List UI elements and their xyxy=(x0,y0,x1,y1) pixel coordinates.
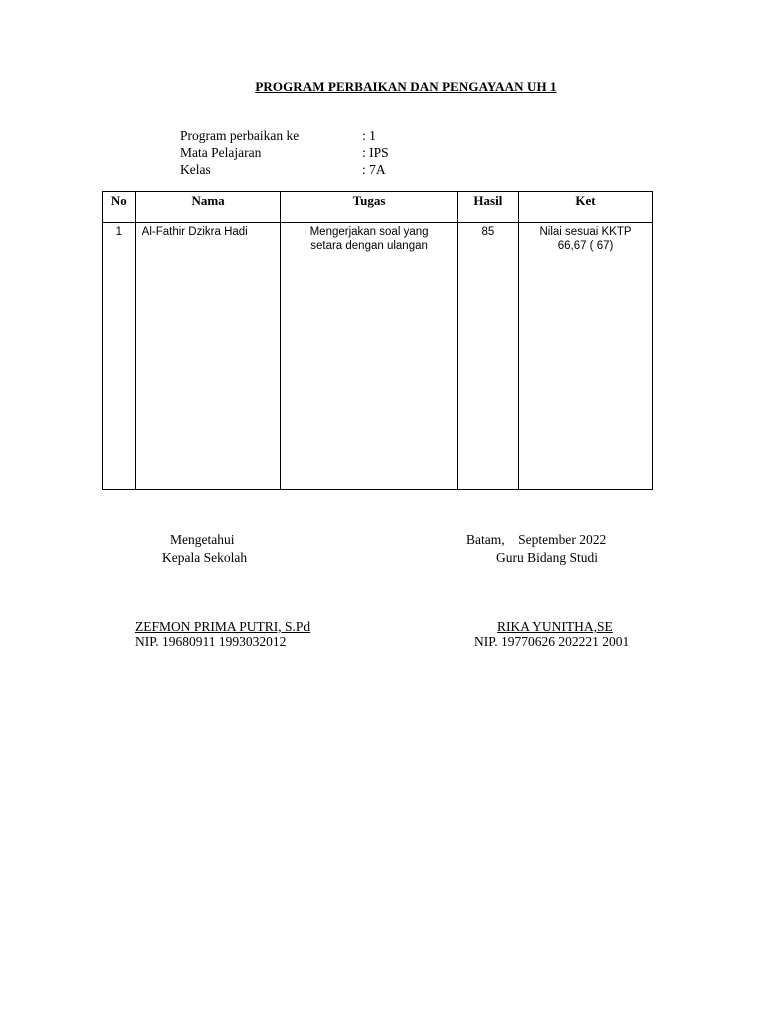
meta-label: Program perbaikan ke xyxy=(180,128,300,143)
right-sign-nip: NIP. 19770626 202221 2001 xyxy=(474,634,630,649)
meta-label: Mata Pelajaran xyxy=(180,145,262,160)
header-nama: Nama xyxy=(135,192,281,223)
table-row xyxy=(103,223,653,490)
header-hasil: Hasil xyxy=(457,192,518,223)
cell-ket xyxy=(519,223,653,490)
score-table xyxy=(102,191,653,490)
left-sign-line1: Mengetahui xyxy=(170,532,235,547)
cell-hasil: 85 xyxy=(457,223,518,490)
meta-value: : 1 xyxy=(362,128,376,143)
cell-no: 1 xyxy=(103,223,136,490)
cell-tugas xyxy=(281,223,457,490)
header-tugas: Tugas xyxy=(281,192,457,223)
meta-row-subject xyxy=(180,144,389,161)
tugas-text: Mengerjakan soal yang setara dengan ulangan xyxy=(309,226,429,252)
meta-label: Kelas xyxy=(180,162,211,177)
header-no: No xyxy=(103,192,136,223)
document-title: PROGRAM PERBAIKAN DAN PENGAYAAN UH 1 xyxy=(255,79,557,94)
left-sign-nip: NIP. 19680911 1993032012 xyxy=(135,634,287,649)
right-sign-line2: Guru Bidang Studi xyxy=(496,550,599,565)
meta-row-class xyxy=(180,161,389,178)
header-ket: Ket xyxy=(519,192,653,223)
meta-row-program xyxy=(180,127,389,144)
left-sign-name: ZEFMON PRIMA PUTRI, S.Pd xyxy=(135,619,311,634)
ket-line-2: 66,67 ( 67) xyxy=(557,240,614,252)
meta-info xyxy=(180,127,389,178)
meta-value: : 7A xyxy=(362,162,386,177)
meta-value: : IPS xyxy=(362,145,389,160)
right-sign-name: RIKA YUNITHA,SE xyxy=(497,619,613,634)
cell-nama: Al-Fathir Dzikra Hadi xyxy=(135,223,281,490)
right-sign-line1: Batam, September 2022 xyxy=(466,532,607,547)
left-sign-line2: Kepala Sekolah xyxy=(162,550,248,565)
table-header-row xyxy=(103,192,653,223)
ket-line-1: Nilai sesuai KKTP xyxy=(539,226,632,238)
